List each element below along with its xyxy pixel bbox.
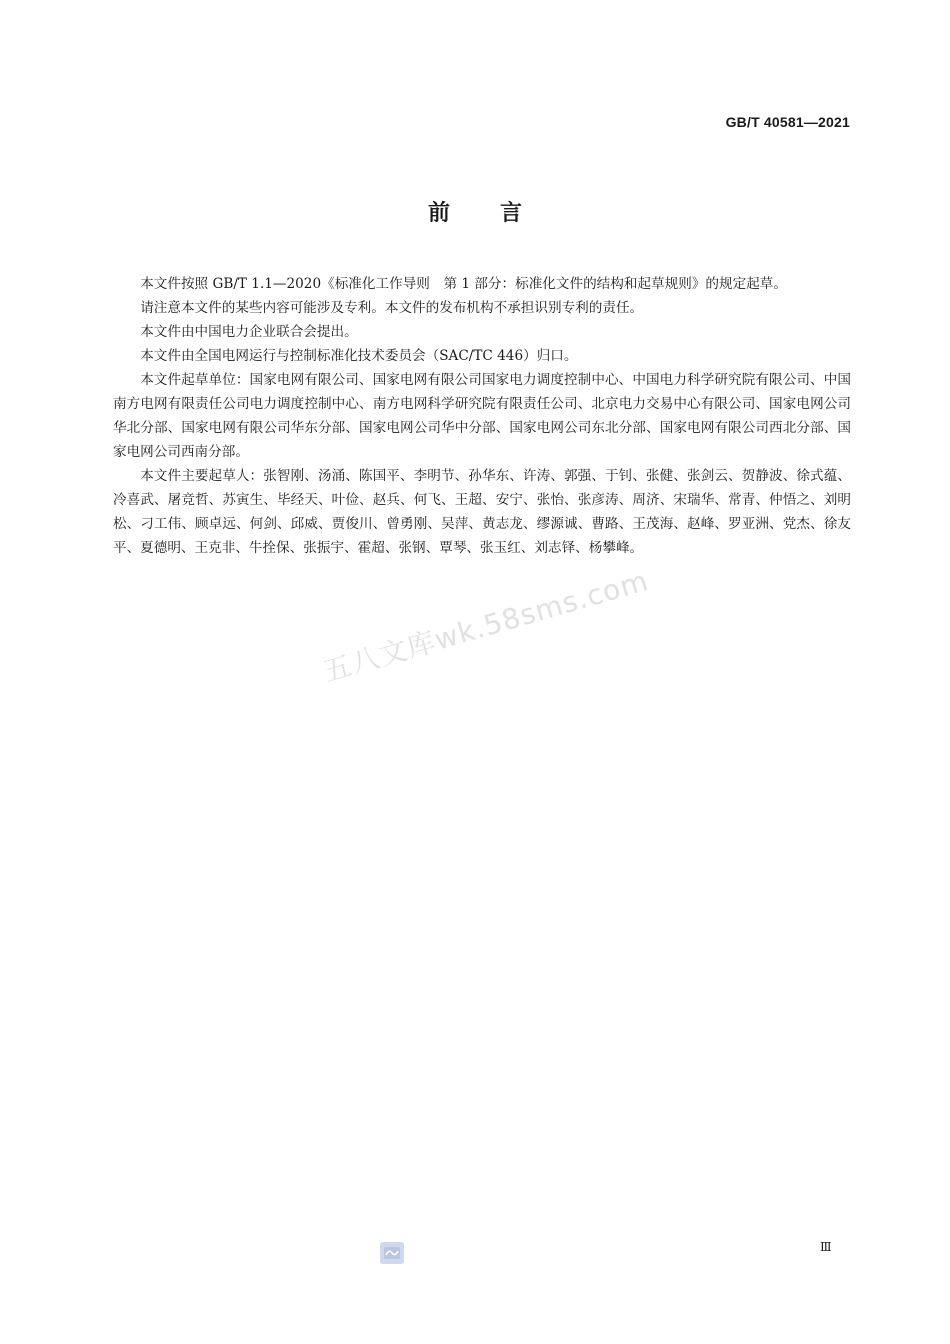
- paragraph-drafters: 本文件主要起草人：张智刚、汤涌、陈国平、李明节、孙华东、许涛、郭强、于钊、张健、张剑云、贺静波、徐式蕴、冷喜武、屠竞哲、苏寅生、毕经天、叶俭、赵兵、何飞、王超、安宁、张怡、张彦涛、周济、宋瑞华、常青、仲悟之、刘明松、刁工伟、顾卓远、何剑、邱威、贾俊川、曾勇刚、吴萍、黄志龙、缪源诚、曹路、王茂海、赵峰、罗亚洲、党杰、徐友平、夏德明、王克非、牛拴保、张振宇、霍超、张钢、覃琴、张玉红、刘志铎、杨攀峰。: [113, 468, 851, 556]
- watermark: 五八文库wk.58sms.com: [319, 563, 653, 689]
- paragraph-proposed-by: 本文件由中国电力企业联合会提出。: [140, 324, 358, 340]
- paragraph-centralized-by: 本文件由全国电网运行与控制标准化技术委员会（SAC/TC 446）归口。: [140, 348, 578, 364]
- page-title: 前言: [427, 201, 572, 226]
- paragraph-drafting-rules: 本文件按照 GB/T 1.1—2020《标准化工作导则 第 1 部分：标准化文件的结构和起草规则》的规定起草。: [140, 276, 787, 292]
- paragraph-drafting-units: 本文件起草单位：国家电网有限公司、国家电网有限公司国家电力调度控制中心、中国电力科学研究院有限公司、中国南方电网有限责任公司电力调度控制中心、南方电网科学研究院有限责任公司、北京电力交易中心有限公司、国家电网公司华北分部、国家电网有限公司华东分部、国家电网公司华中分部、国家电网公司东北分部、国家电网有限公司西北分部、国家电网公司西南分部。: [113, 372, 851, 460]
- publisher-logo-icon: [380, 1242, 404, 1264]
- paragraph-patent-notice: 请注意本文件的某些内容可能涉及专利。本文件的发布机构不承担识别专利的责任。: [140, 300, 644, 316]
- foreword-body: [113, 272, 851, 560]
- page-number: Ⅲ: [820, 1240, 832, 1254]
- standard-code: GB/T 40581—2021: [725, 114, 850, 130]
